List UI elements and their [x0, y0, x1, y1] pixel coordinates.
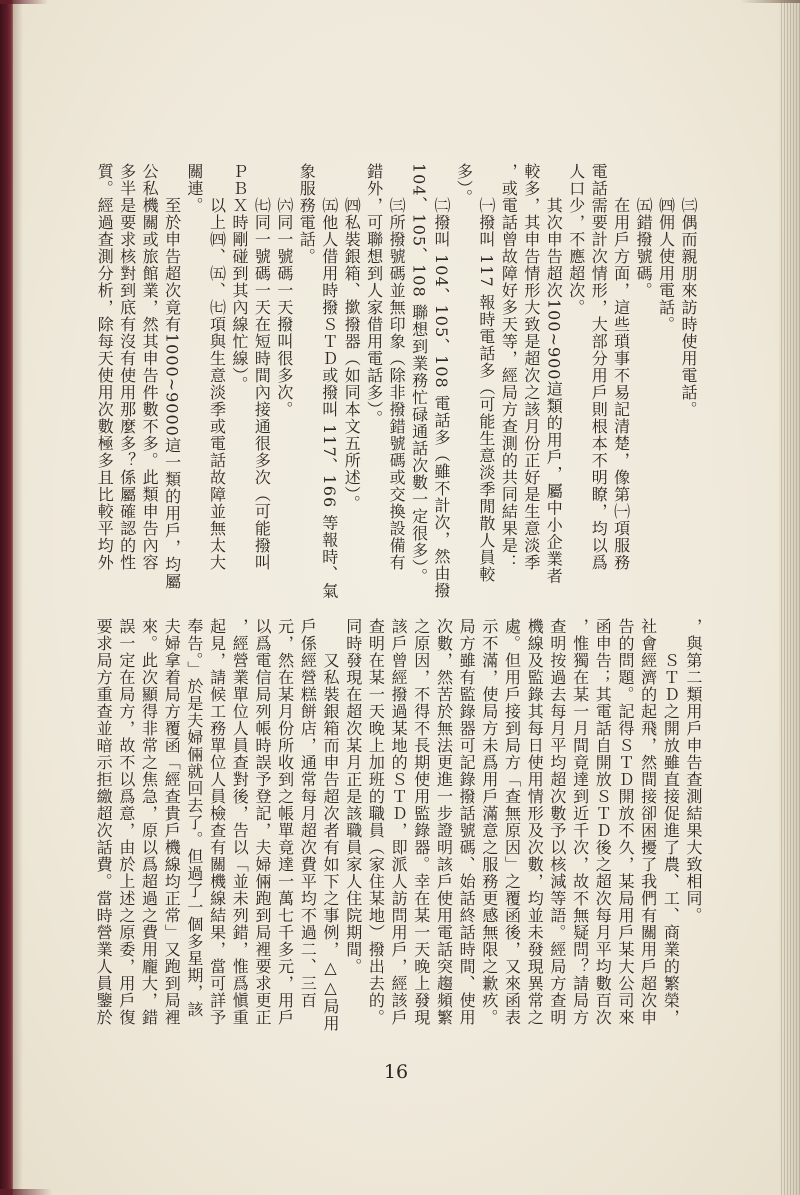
text-column: 戶係經營糕餅店，通常每月超次費平均不過二、三百	[298, 618, 318, 1009]
page-stack-top-edge	[740, 0, 800, 3]
text-column: 夫婦拿着局方覆函「經查貴戶機線均正常」又跑到局裡	[162, 618, 182, 1026]
text-column: 在用戶方面，這些瑣事不易記清楚，像第㈠項服務	[611, 197, 631, 571]
page-stack-edges	[779, 0, 800, 1195]
text-column: ㈣私裝銀箱、撳撥器（如同本文五所述）。	[342, 197, 362, 512]
text-column: 誤一定在局方，故不以爲意，由於上述之原委，用戶復	[116, 618, 136, 1026]
text-column: 又私裝銀箱而申告超次者有如下之事例，△△局用	[321, 652, 340, 1032]
text-column: 其次申告超次100~900這類的用戶，屬中小企業者	[544, 197, 564, 585]
text-column: 較多，其申告情形大致是超次之該月份正好是生意淡季	[521, 163, 541, 571]
text-column: ＰＢＸ時剛碰到其內線忙線）。	[229, 163, 249, 393]
text-column: 函申告；其電話自開放ＳＴＤ後之超次每月平均數百次	[593, 618, 613, 1026]
lower-text-block	[91, 618, 704, 1048]
text-column: ㈤錯撥號碼。	[634, 197, 654, 299]
text-column: 質。經過查測分析，除每天使用次數極多且比較平均外	[95, 163, 115, 571]
text-column: ㈡撥叫 104、105、108 電話多（雖不計次，然由撥	[432, 197, 452, 599]
text-column: ㈦同一號碼一天在短時間內接通很多次（可能撥叫	[252, 197, 272, 571]
text-column: ，惟獨在某一月間竟達到近千次，故不無疑問？請局方	[570, 618, 590, 1026]
text-column: 社會經濟的起飛，然間接卻困擾了我們有關用戶超次申	[638, 618, 658, 1026]
text-column: ㈢偶而親朋來訪時使用電話。	[679, 197, 698, 418]
text-column: 錯外，可聯想到人家借用電話多）。	[364, 163, 384, 427]
text-column: 元，然在某月份所收到之帳單竟達一萬七千多元，用戶	[275, 618, 295, 1026]
text-column: 奉告。」於是夫婦倆就回去了。但過了一個多星期，該	[184, 618, 204, 1018]
text-column: ㈥同一號碼一天撥叫很多次。	[274, 197, 294, 418]
text-column: 公私機關或旅館業，然其申告件數不多。此類申告內容	[140, 163, 160, 571]
text-column: 之原因，不得不長期使用監錄器。幸在某一天晚上發現	[411, 618, 431, 1026]
text-column: ㈢所撥號碼並無印象（除非撥錯號碼或交換設備有	[387, 197, 407, 571]
text-column: ㈤他人借用時撥ＳＴＤ或撥叫 117、166 等報時、氣	[319, 197, 339, 600]
text-column: 示不滿，使局方未爲用戶滿意之服務更感無限之歉疚。	[479, 618, 499, 1026]
text-column: 至於申告超次竟有1000~9000這一類的用戶，均屬	[162, 197, 182, 590]
text-column: ，經營業單位人員查對後，告以「並未列錯，惟爲愼重	[230, 618, 250, 1026]
text-column: 人口少，不應超次。	[566, 163, 586, 316]
text-column: 象服務電話。	[297, 163, 317, 265]
text-column: 以上㈣、㈤、㈦項與生意淡季或電話故障並無太大	[207, 197, 227, 571]
text-column: 以爲電信局列帳時誤予登記，夫婦倆跑到局裡要求更正	[252, 618, 272, 1026]
text-column: 電話需要計次情形，大部分用戶則根本不明瞭，均以爲	[589, 163, 609, 571]
book-binding	[0, 0, 13, 1195]
text-column: 多半是要求核對到底有沒有使用那麼多？係屬確認的性	[117, 163, 137, 571]
text-column: ＳＴＤ之開放雖直接促進了農、工、商業的繁榮，	[661, 652, 681, 1026]
text-column: 查明按過去每月平均超次數予以核減等語。經局方查明	[547, 618, 567, 1026]
text-column: 同時發現在超次某月正是該職員家人住院期間。	[343, 618, 363, 975]
text-column: ㈣佣人使用電話。	[656, 197, 676, 333]
gutter-shadow	[13, 0, 23, 1195]
text-column: 起見，請候工務單位人員檢查有關機線結果，當可詳予	[207, 618, 227, 1026]
upper-text-block	[92, 163, 699, 600]
text-column: 次數，然苦於無法更進一步證明該戶使用電話突趨頻繁	[434, 618, 454, 1026]
text-column: 機線及監錄其每日使用情形及次數，均並未發現異常之	[525, 618, 545, 1026]
text-column: 來。此次顯得非常之焦急，原以爲超過之費用龐大，錯	[139, 618, 159, 1026]
text-column: ，與第二類用戶申告查測結果大致相同。	[684, 618, 703, 924]
text-column: 104、105、108 聯想到業務忙碌通話次數一定很多）。	[409, 163, 429, 585]
text-column: ，或電話曾故障好多天等，經局方查測的共同結果是：	[499, 163, 519, 571]
text-column: ㈠撥叫 117 報時電話多（可能生意淡季閒散人員較	[476, 197, 496, 583]
text-column: 局方雖有監錄器可記錄撥話號碼、始話終話時間、使用	[457, 618, 477, 1026]
text-column: 處。但用戶接到局方「查無原因」之覆函後，又來函表	[502, 618, 522, 1026]
text-column: 多）。	[454, 163, 474, 206]
text-column: 告的問題。記得ＳＴＤ開放不久，某局用戶某大公司來	[615, 618, 635, 1026]
binding-top-edge	[0, 0, 48, 4]
text-column: 查明在某一天晚上加班的職員（家住某地）撥出去的。	[366, 618, 386, 1026]
text-column: 該戶曾經撥過某地的ＳＴＤ，即派人訪問用戶，經該戶	[389, 618, 409, 1026]
binding-bottom-edge	[0, 1189, 52, 1195]
text-column: 關連。	[185, 163, 205, 214]
page-number: 16	[383, 1061, 409, 1083]
text-column: 要求局方重查並暗示拒繳超次話費。當時營業人員鑒於	[94, 618, 114, 1026]
